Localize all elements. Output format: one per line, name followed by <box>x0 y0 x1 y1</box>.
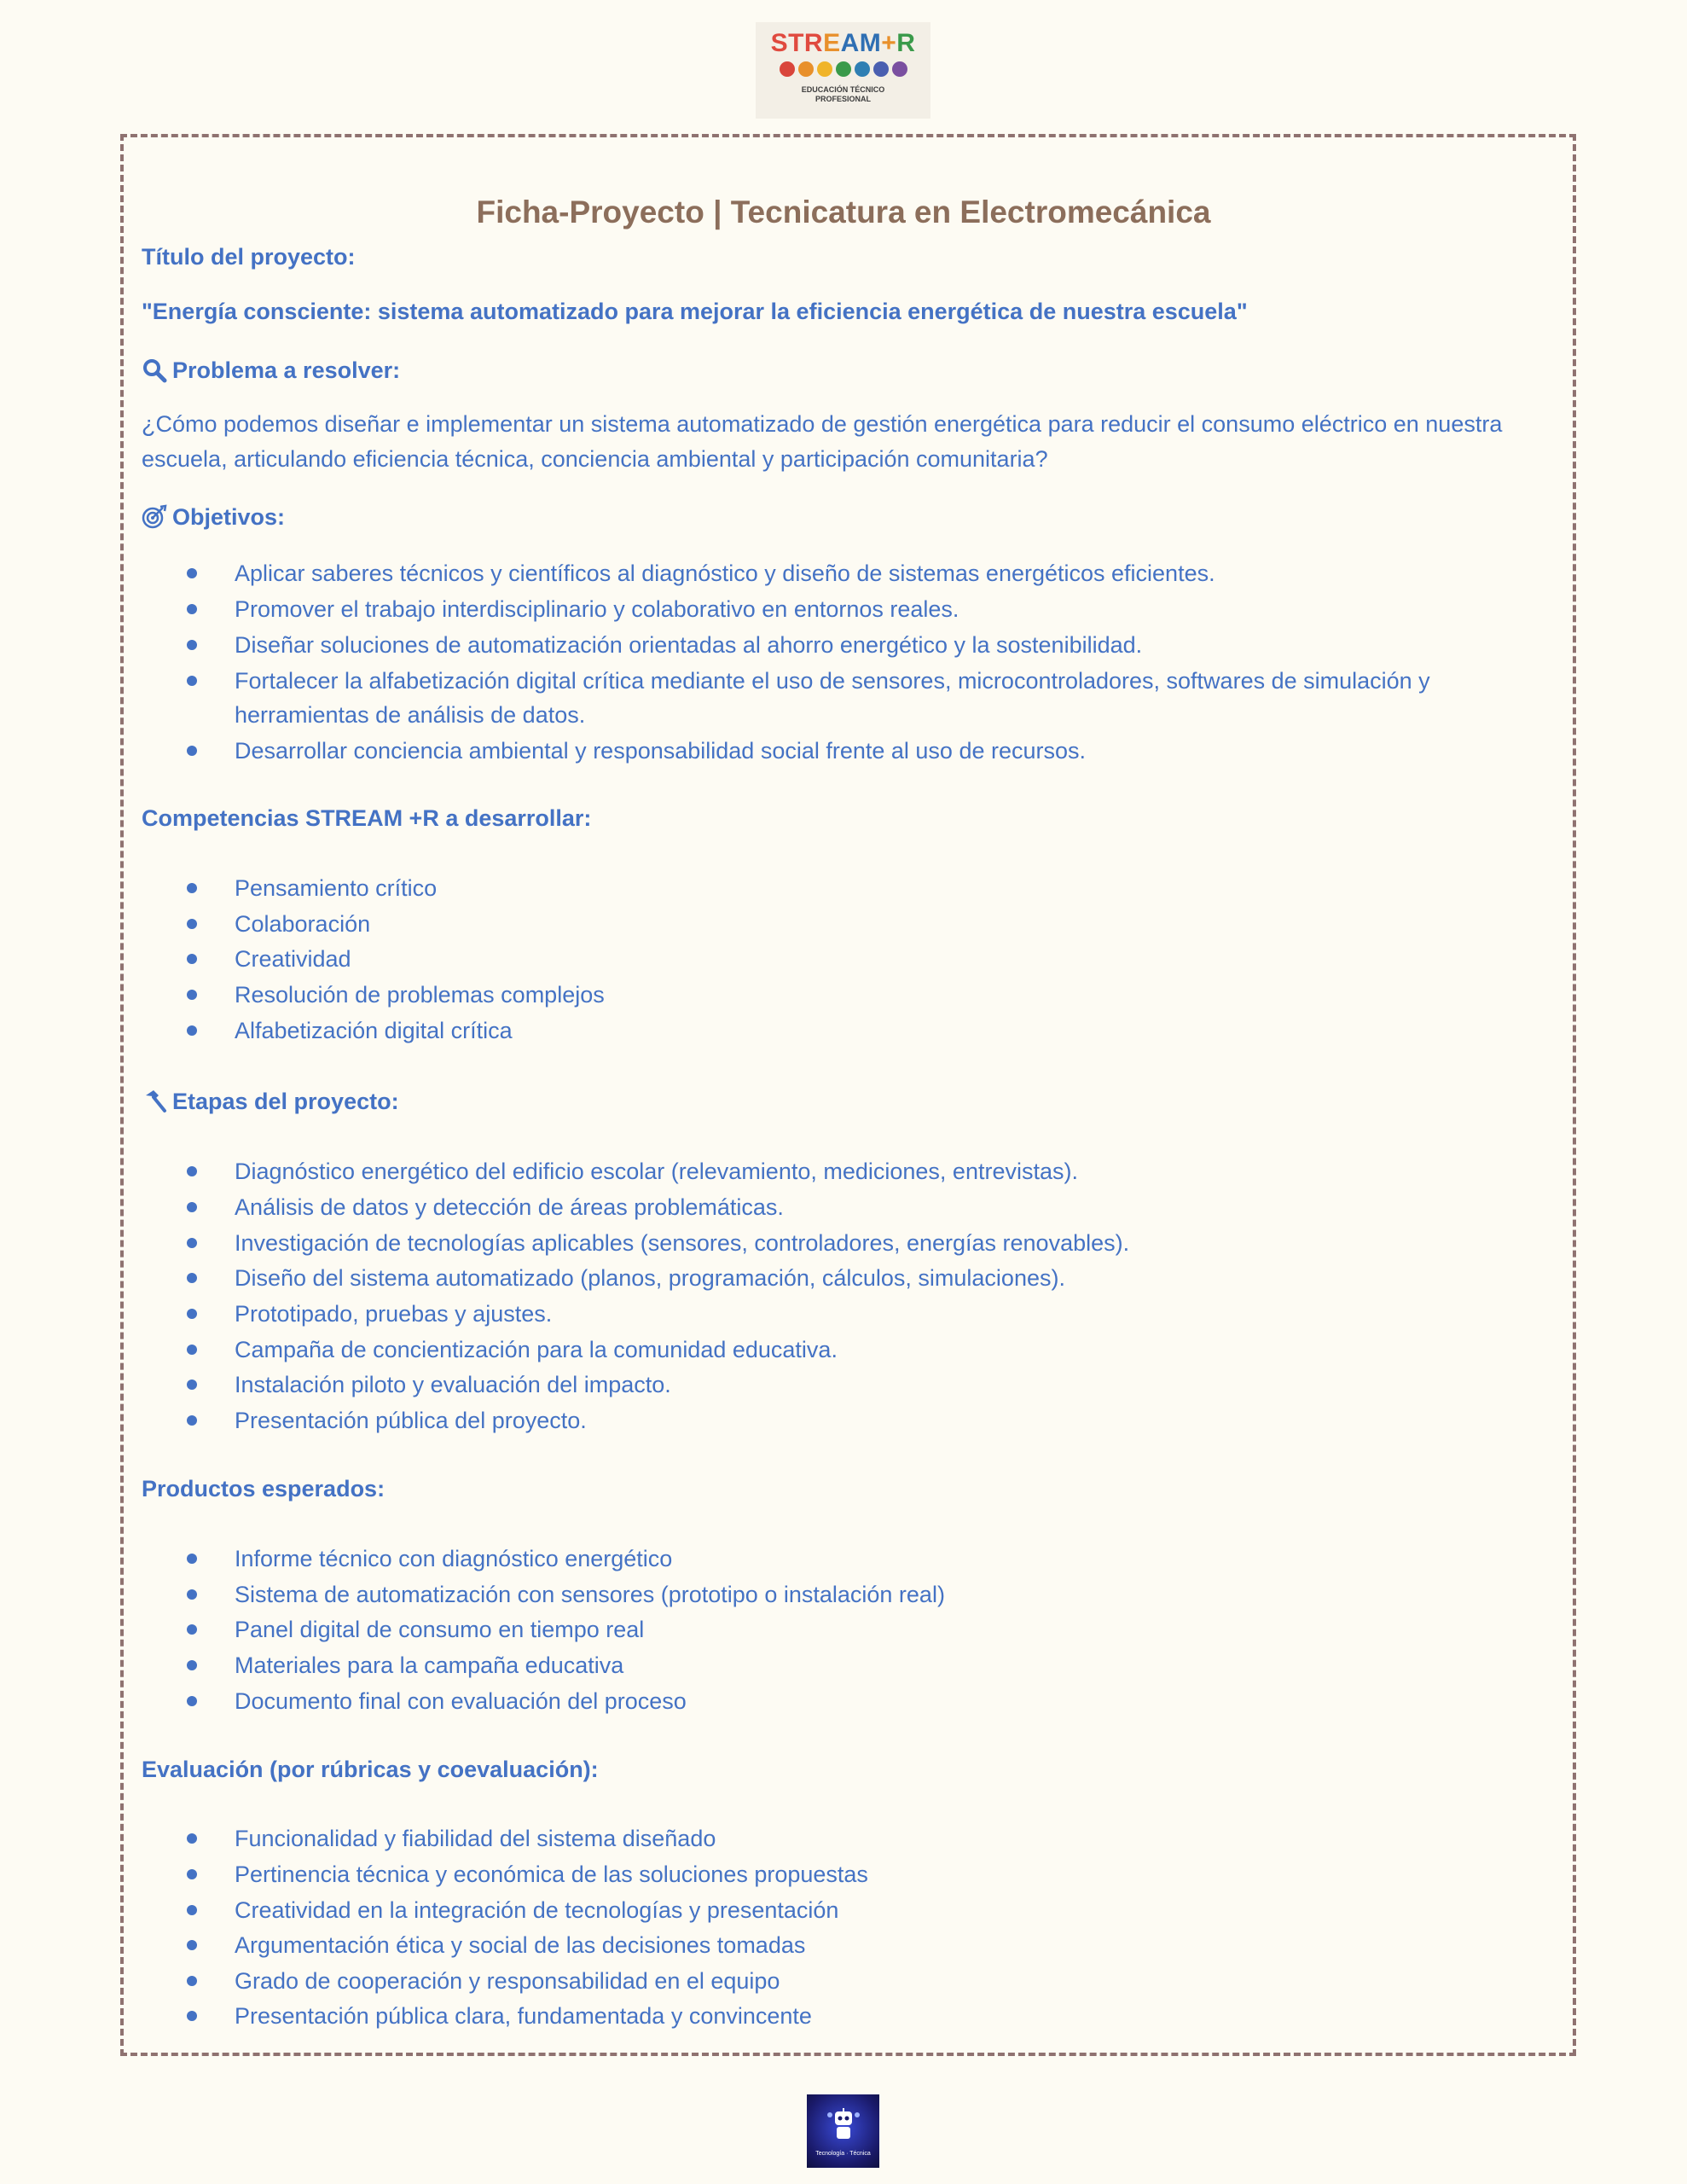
list-item: Diseño del sistema automatizado (planos, programación, cálculos, simulaciones). <box>235 1265 1065 1291</box>
list-item: Materiales para la campaña educativa <box>235 1653 624 1678</box>
logo-wordmark: STREAM+R <box>770 29 916 57</box>
list-item: Aplicar saberes técnicos y científicos al diagnóstico y diseño de sistemas energéticos eficientes. <box>235 561 1215 586</box>
list-item: Creatividad en la integración de tecnologías y presentación <box>235 1897 839 1923</box>
bullet-icon <box>187 919 197 929</box>
list-item: Pensamiento crítico <box>235 875 438 901</box>
list-item: Informe técnico con diagnóstico energético <box>235 1546 673 1571</box>
list-item: Colaboración <box>235 911 371 937</box>
bullet-icon <box>187 746 197 756</box>
list-item: Investigación de tecnologías aplicables (sensores, controladores, energías renovables). <box>235 1230 1130 1256</box>
bullet-icon <box>187 1940 197 1950</box>
bullet-icon <box>187 1025 197 1036</box>
bullet-icon <box>187 640 197 650</box>
hammer-icon <box>142 1089 167 1114</box>
list-item: Documento final con evaluación del proceso <box>235 1688 687 1714</box>
objectives-heading: Objetivos: <box>142 500 285 535</box>
discipline-icon <box>873 61 889 77</box>
bullet-icon <box>187 1696 197 1706</box>
bullet-icon <box>187 568 197 578</box>
list-item: Diseñar soluciones de automatización orientadas al ahorro energético y la sostenibilidad. <box>235 632 1143 658</box>
evaluation-heading: Evaluación (por rúbricas y coevaluación): <box>142 1757 599 1782</box>
bullet-icon <box>187 1415 197 1426</box>
bullet-icon <box>187 1380 197 1390</box>
bullet-icon <box>187 1833 197 1844</box>
logo-caption: Tecnología · Técnica <box>815 2151 871 2157</box>
discipline-icon <box>780 61 795 77</box>
list-item: Pertinencia técnica y económica de las soluciones propuestas <box>235 1862 868 1887</box>
bullet-icon <box>187 604 197 614</box>
page-title: Ficha-Proyecto | Tecnicatura en Electromecánica <box>476 195 1211 229</box>
bullet-icon <box>187 1166 197 1176</box>
bullet-icon <box>187 1309 197 1319</box>
list-item: Grado de cooperación y responsabilidad en el equipo <box>235 1968 780 1994</box>
products-heading: Productos esperados: <box>142 1476 386 1502</box>
bullet-icon <box>187 1660 197 1670</box>
logo-discipline-icons <box>756 61 930 77</box>
list-item: Desarrollar conciencia ambiental y responsabilidad social frente al uso de recursos. <box>235 738 1087 764</box>
bullet-icon <box>187 1976 197 1986</box>
list-item: Análisis de datos y detección de áreas problemáticas. <box>235 1194 784 1220</box>
problem-text: ¿Cómo podemos diseñar e implementar un sistema automatizado de gestión energética para reducir el consumo eléctrico en nuestra escuela, articulando eficiencia técnica, conciencia ambiental y participación comunitaria? <box>142 411 1503 472</box>
list-item: Alfabetización digital crítica <box>235 1018 513 1043</box>
bullet-icon <box>187 1345 197 1355</box>
magnifier-icon <box>142 357 167 383</box>
target-icon <box>142 504 167 530</box>
project-title-label: Título del proyecto: <box>142 244 356 270</box>
bullet-icon <box>187 1554 197 1564</box>
list-item: Sistema de automatización con sensores (prototipo o instalación real) <box>235 1582 945 1607</box>
list-item: Campaña de concientización para la comunidad educativa. <box>235 1337 838 1362</box>
list-item: Presentación pública del proyecto. <box>235 1408 587 1433</box>
list-item: Panel digital de consumo en tiempo real <box>235 1617 645 1642</box>
list-item: Instalación piloto y evaluación del impacto. <box>235 1372 671 1397</box>
bullet-icon <box>187 1202 197 1212</box>
stream-r-logo <box>756 22 930 119</box>
problem-heading: Problema a resolver: <box>142 353 400 388</box>
robot-icon <box>826 2106 861 2146</box>
list-item: Creatividad <box>235 946 351 972</box>
bullet-icon <box>187 954 197 964</box>
bullet-icon <box>187 883 197 893</box>
list-item: Funcionalidad y fiabilidad del sistema diseñado <box>235 1826 716 1851</box>
discipline-icon <box>892 61 907 77</box>
list-item: Prototipado, pruebas y ajustes. <box>235 1301 553 1327</box>
bullet-icon <box>187 2011 197 2021</box>
bullet-icon <box>187 990 197 1000</box>
bullet-icon <box>187 676 197 686</box>
bullet-icon <box>187 1624 197 1635</box>
logo-subtitle: EDUCACIÓN TÉCNICO PROFESIONAL <box>801 85 885 103</box>
list-item: Diagnóstico energético del edificio escolar (relevamiento, mediciones, entrevistas). <box>235 1159 1078 1184</box>
list-item: Promover el trabajo interdisciplinario y colaborativo en entornos reales. <box>235 596 959 622</box>
stages-heading: Etapas del proyecto: <box>142 1084 399 1119</box>
bullet-icon <box>187 1905 197 1915</box>
tecnologia-tecnica-logo <box>807 2094 879 2168</box>
list-item: Presentación pública clara, fundamentada y convincente <box>235 2003 812 2029</box>
discipline-icon <box>855 61 870 77</box>
competencies-heading: Competencias STREAM +R a desarrollar: <box>142 805 592 831</box>
list-item: Argumentación ética y social de las decisiones tomadas <box>235 1932 806 1958</box>
discipline-icon <box>817 61 832 77</box>
bullet-icon <box>187 1273 197 1283</box>
list-item: Fortalecer la alfabetización digital crítica mediante el uso de sensores, microcontroladores, softwares de simulación y <box>235 668 1430 694</box>
bullet-icon <box>187 1869 197 1879</box>
list-item-continuation: herramientas de análisis de datos. <box>235 702 586 728</box>
bullet-icon <box>187 1238 197 1248</box>
list-item: Resolución de problemas complejos <box>235 982 605 1008</box>
discipline-icon <box>798 61 814 77</box>
discipline-icon <box>836 61 851 77</box>
project-title: "Energía consciente: sistema automatizado para mejorar la eficiencia energética de nuestra escuela" <box>142 299 1248 324</box>
bullet-icon <box>187 1589 197 1600</box>
